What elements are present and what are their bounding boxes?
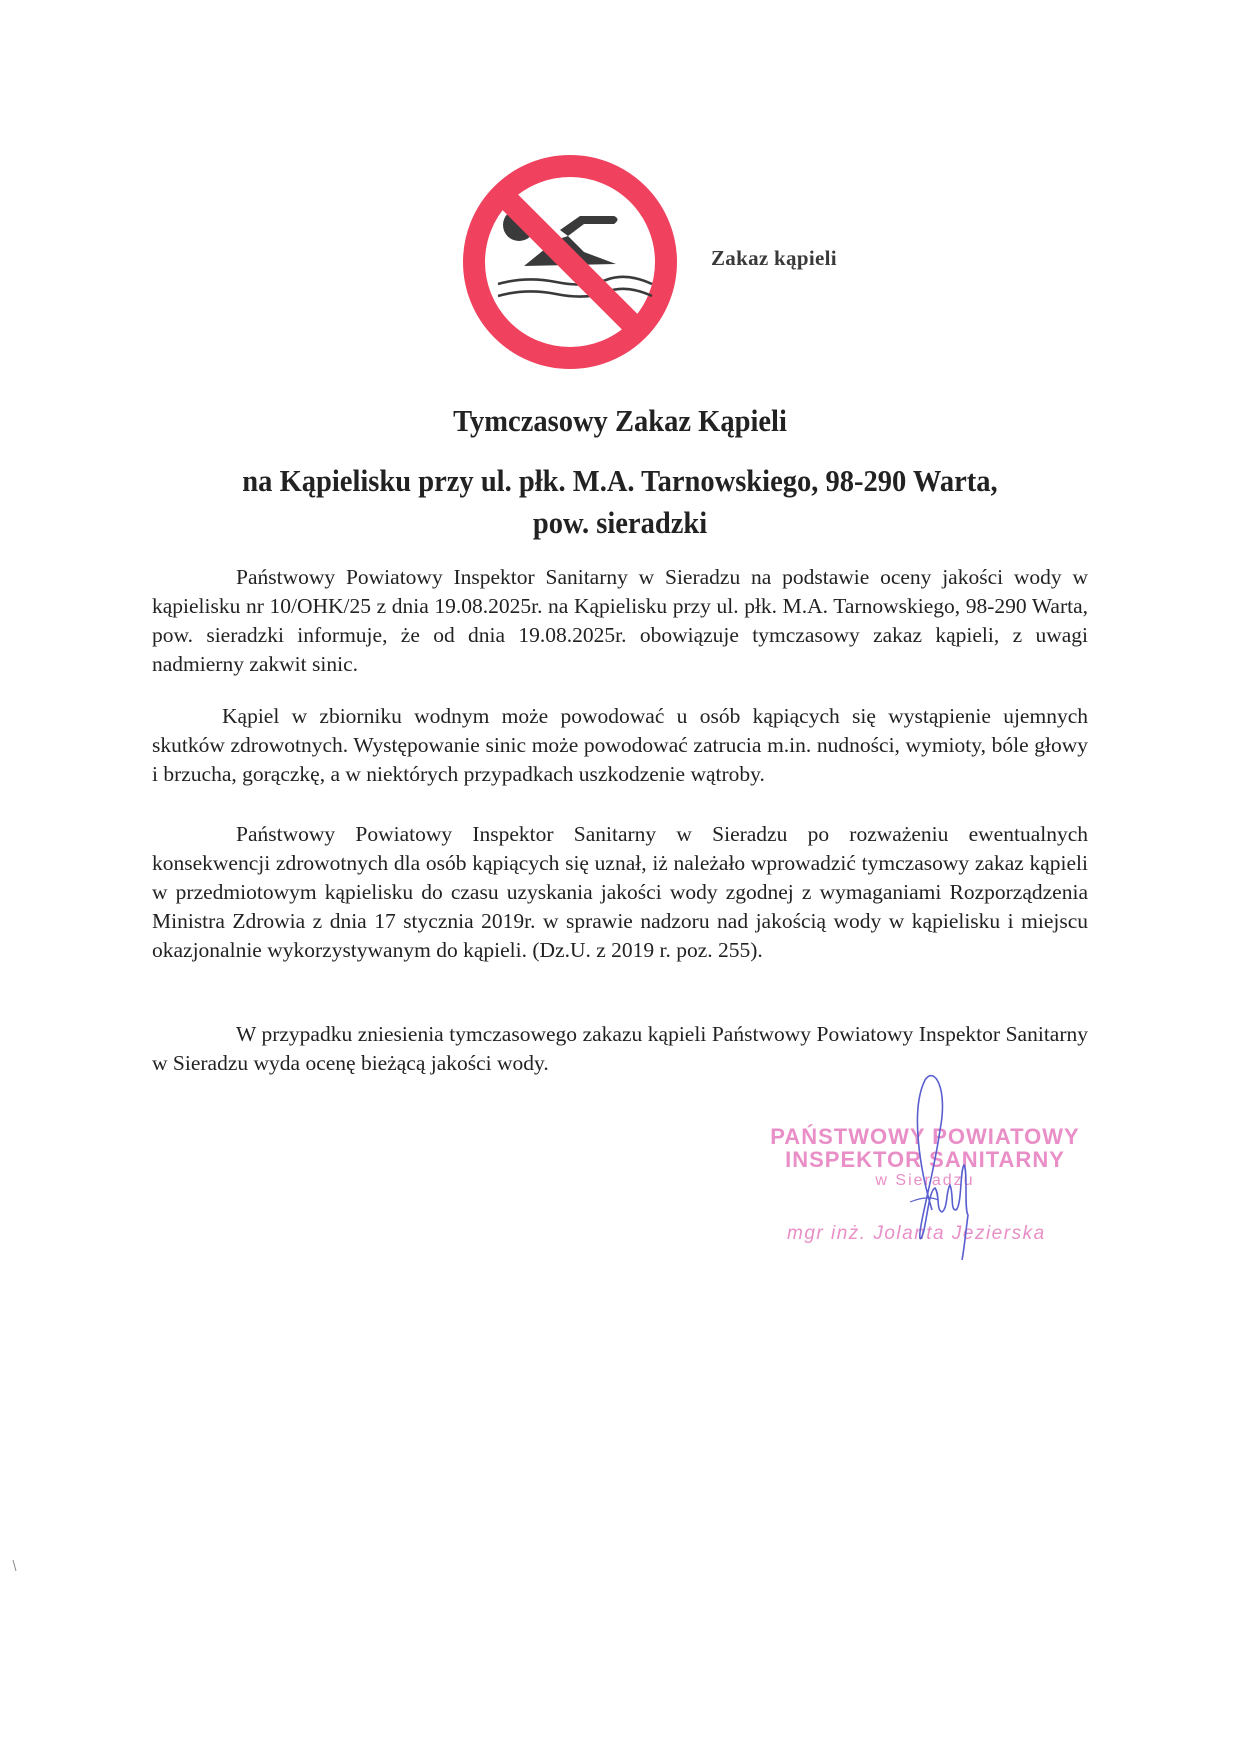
handwritten-signature-icon	[880, 1070, 990, 1270]
document-title: Tymczasowy Zakaz Kąpieli	[453, 403, 787, 438]
paragraph-text: Państwowy Powiatowy Inspektor Sanitarny w Sieradzu po rozważeniu ewentualnych konsekwencji zdrowotnych dla osób kąpiących się uznał, iż należało wprowadzić tymczasowy zakaz kąpieli w przedmiotowym kąpielisku do czasu uzyskania jakości wody zgodnej z wymaganiami Rozporządzenia Ministra Zdrowia z dnia 17 stycznia 2019r. w sprawie nadzoru nad jakością wody w kąpielisku i miejscu okazjonalnie wykorzystywanym do kąpieli. (Dz.U. z 2019 r. poz. 255).	[152, 822, 1088, 962]
paragraph-announcement	[152, 563, 1088, 679]
stamp-signatory: mgr inż. Jolanta Jezierska	[787, 1223, 1046, 1244]
subtitle-line-1: na Kąpielisku przy ul. płk. M.A. Tarnowskiego, 98-290 Warta,	[242, 463, 998, 498]
paragraph-decision	[152, 820, 1088, 965]
subtitle-line-2: pow. sieradzki	[532, 505, 708, 540]
sign-caption: Zakaz kąpieli	[711, 246, 837, 270]
paragraph-text: Państwowy Powiatowy Inspektor Sanitarny w Sieradzu na podstawie oceny jakości wody w kąpielisku nr 10/OHK/25 z dnia 19.08.2025r. na Kąpielisku przy ul. płk. M.A. Tarnowskiego, 98-290 Warta, pow. sieradzki informuje, że od dnia 19.08.2025r. obowiązuje tymczasowy zakaz kąpieli, z uwagi nadmierny zakwit sinic.	[152, 565, 1088, 676]
paragraph-text: W przypadku zniesienia tymczasowego zakazu kąpieli Państwowy Powiatowy Inspektor Sanitarny w Sieradzu wyda ocenę bieżącą jakości wody.	[152, 1022, 1088, 1075]
paragraph-text: Kąpiel w zbiorniku wodnym może powodować u osób kąpiących się wystąpienie ujemnych skutków zdrowotnych. Występowanie sinic może powodować zatrucia m.in. nudności, wymioty, bóle głowy i brzucha, gorączkę, a w niektórych przypadkach uszkodzenie wątroby.	[152, 704, 1088, 786]
scan-artifact-icon	[12, 1560, 18, 1572]
document-subtitle	[50, 460, 1191, 544]
no-swimming-icon	[456, 152, 684, 372]
stamp-line-1: PAŃSTWOWY POWIATOWY	[770, 1124, 1080, 1149]
paragraph-health-risks	[152, 702, 1088, 789]
stamp-line-3: w Sieradzu	[875, 1172, 975, 1189]
stamp-line-2: INSPEKTOR SANITARNY	[785, 1147, 1065, 1172]
